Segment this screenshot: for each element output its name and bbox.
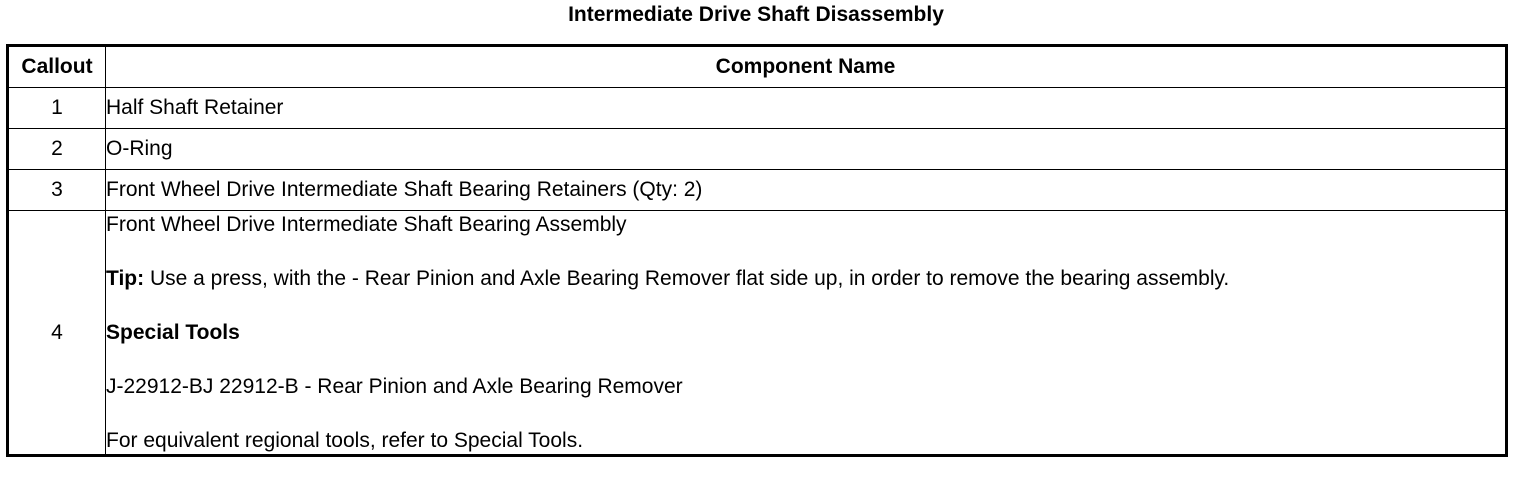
table-row (8, 88, 1507, 129)
components-table (6, 44, 1508, 457)
special-tool-item: J-22912-BJ 22912-B - Rear Pinion and Axle Bearing Remover (106, 375, 683, 398)
component-name: Front Wheel Drive Intermediate Shaft Bearing Retainers (Qty: 2) (106, 170, 1507, 211)
page-title: Intermediate Drive Shaft Disassembly (568, 3, 944, 26)
tip-paragraph (106, 265, 1505, 292)
tip-label: Tip: (106, 267, 145, 290)
table-row (8, 170, 1507, 211)
table-row (8, 211, 1507, 456)
tip-text: Use a press, with the - Rear Pinion and Axle Bearing Remover flat side up, in order to remove the bearing assembly. (144, 267, 1230, 290)
table-row (8, 129, 1507, 170)
regional-tools-note: For equivalent regional tools, refer to Special Tools. (106, 429, 584, 452)
table-header-row (8, 46, 1507, 88)
component-name-column-header: Component Name (106, 46, 1507, 88)
callout-number: 1 (8, 88, 106, 129)
callout-column-header: Callout (8, 46, 106, 88)
component-name: Front Wheel Drive Intermediate Shaft Bearing Assembly (106, 213, 627, 236)
component-detail-cell (106, 211, 1507, 456)
callout-number: 4 (8, 211, 106, 456)
special-tools-heading: Special Tools (106, 321, 240, 344)
callout-number: 3 (8, 170, 106, 211)
component-name: O-Ring (106, 129, 1507, 170)
component-name: Half Shaft Retainer (106, 88, 1507, 129)
callout-number: 2 (8, 129, 106, 170)
